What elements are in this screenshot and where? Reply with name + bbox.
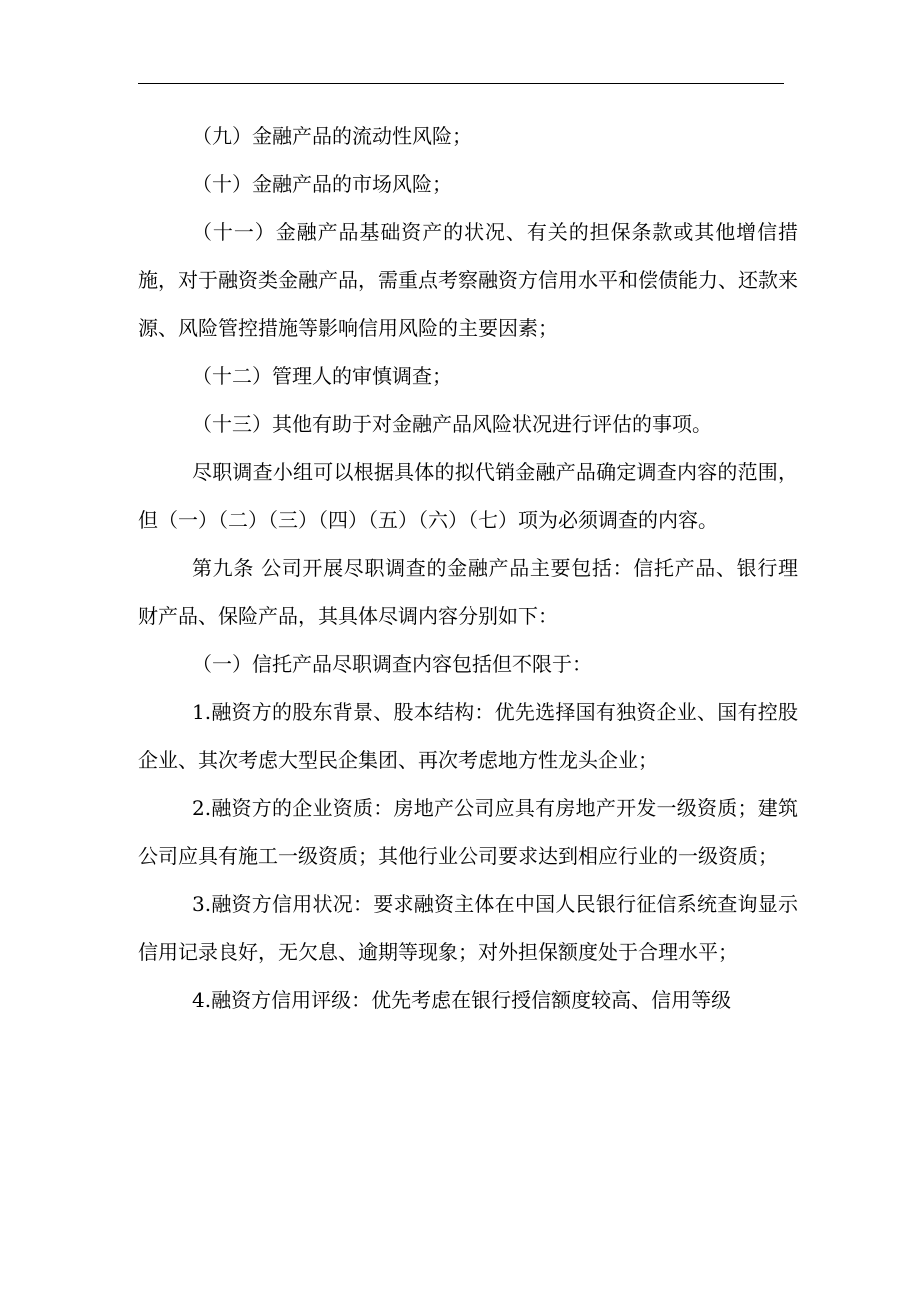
paragraph-market-risk: （十）金融产品的市场风险； [192, 172, 452, 196]
header-rule [138, 83, 784, 84]
paragraph-article-nine: 第九条 公司开展尽职调查的金融产品主要包括：信托产品、银行理财产品、保险产品，其具体尽调内容分别如下： [138, 556, 798, 628]
paragraph-scope: 尽职调查小组可以根据具体的拟代销金融产品确定调查内容的范围，但（一）（二）（三）（四）（五）（六）（七）项为必须调查的内容。 [138, 460, 798, 532]
paragraph-other-matters: （十三）其他有助于对金融产品风险状况进行评估的事项。 [192, 412, 712, 436]
paragraph-item-3: 3.融资方信用状况：要求融资主体在中国人民银行征信系统查询显示信用记录良好，无欠息、逾期等现象；对外担保额度处于合理水平； [138, 892, 798, 964]
paragraph-liquidity-risk: （九）金融产品的流动性风险； [192, 124, 472, 148]
paragraph-item-4: 4.融资方信用评级：优先考虑在银行授信额度较高、信用等级 [192, 988, 732, 1012]
paragraph-underlying-assets: （十一）金融产品基础资产的状况、有关的担保条款或其他增信措施，对于融资类金融产品，需重点考察融资方信用水平和偿债能力、还款来源、风险管控措施等影响信用风险的主要因素； [138, 220, 798, 340]
document-body [138, 112, 798, 1024]
paragraph-item-2: 2.融资方的企业资质：房地产公司应具有房地产开发一级资质；建筑公司应具有施工一级资质；其他行业公司要求达到相应行业的一级资质； [138, 796, 798, 868]
paragraph-trust-products: （一）信托产品尽职调查内容包括但不限于： [192, 652, 592, 676]
paragraph-due-diligence-manager: （十二）管理人的审慎调查； [192, 364, 452, 388]
paragraph-item-1: 1.融资方的股东背景、股本结构：优先选择国有独资企业、国有控股企业、其次考虑大型民企集团、再次考虑地方性龙头企业； [138, 700, 798, 772]
